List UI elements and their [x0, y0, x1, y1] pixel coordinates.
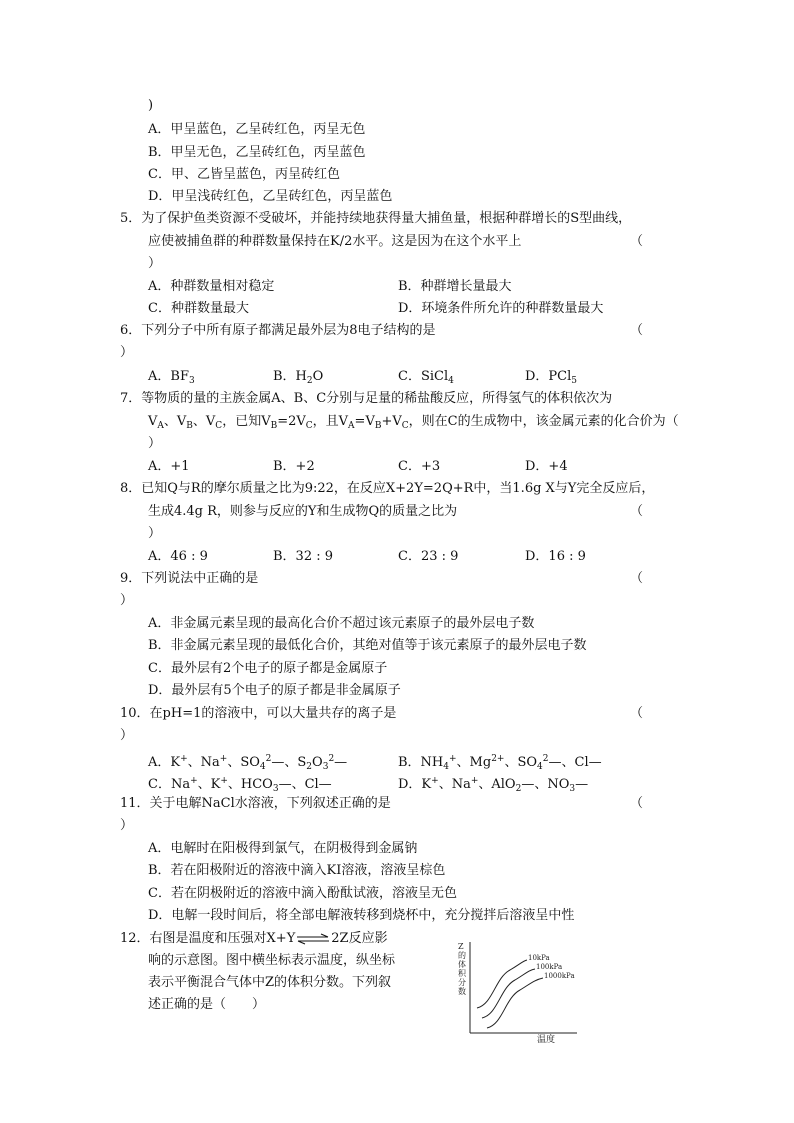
q6-option-b: B．$H_2O$ — [273, 369, 324, 386]
q10-paren-close: ） — [120, 728, 134, 743]
q5-option-b: B．种群增长量最大 — [398, 279, 512, 294]
q9-option-d: D．最外层有5个电子的原子都是非金属原子 — [148, 683, 401, 698]
equilibrium-arrow-icon — [295, 933, 331, 945]
q7-paren-close: ） — [148, 436, 162, 451]
curve-100kpa — [482, 969, 535, 1018]
q7-stem-line2: $V_A$、$V_B$、$V_C$，已知$V_B=2V_C$，且$V_A=V_B+V_C$，则在C的生成物中，该金属元素的化合价为（ — [148, 414, 679, 431]
q8-option-c: C．23 : 9 — [398, 549, 459, 564]
q4-option-b: B．甲呈无色，乙呈砖红色，丙呈蓝色 — [148, 145, 366, 160]
q6-stem: 6．下列分子中所有原子都满足最外层为8电子结构的是 — [120, 323, 436, 338]
q10-stem: 10．在pH=1的溶液中，可以大量共存的离子是 — [120, 706, 397, 721]
q4-option-c: C．甲、乙皆呈蓝色，丙呈砖红色 — [148, 167, 340, 182]
curve-1000kpa — [487, 978, 543, 1028]
q8-paren-open: （ — [630, 504, 644, 519]
q7-option-c: C．+3 — [398, 459, 441, 474]
q12-stem-line4: 述正确的是（ ） — [148, 997, 266, 1012]
q11-option-c: C．若在阴极附近的溶液中滴入酚酞试液，溶液呈无色 — [148, 886, 457, 901]
q12-stem-line2: 响的示意图。图中横坐标表示温度，纵坐标 — [148, 953, 396, 968]
q12-stem-line1: 12．右图是温度和压强对X+Y 2Z反应影 — [120, 931, 388, 946]
q5-stem-line1: 5．为了保护鱼类资源不受破坏，并能持续地获得量大捕鱼量，根据种群增长的S型曲线， — [120, 211, 632, 226]
q11-paren-close: ） — [120, 818, 134, 833]
q10-option-c: C．Na+、K+、$HCO_3—$、Cl— — [148, 776, 332, 794]
q9-stem: 9．下列说法中正确的是 — [120, 571, 259, 586]
q9-option-a: A．非金属元素呈现的最高化合价不超过该元素原子的最外层电子数 — [148, 616, 535, 631]
q11-paren-open: （ — [630, 796, 644, 811]
q6-paren-close: ） — [120, 345, 134, 360]
q10-option-b: B．$NH_4^+$、$Mg^{2+}$、$SO_4^2—$、Cl— — [398, 754, 602, 772]
q8-option-d: D．16 : 9 — [525, 549, 586, 564]
q4-option-d: D．甲呈浅砖红色，乙呈砖红色，丙呈蓝色 — [148, 189, 393, 204]
q5-paren-close: ） — [148, 256, 162, 271]
x-axis-label: 温度 — [537, 1035, 556, 1045]
q10-paren-open: （ — [630, 706, 644, 721]
q7-stem-line1: 7．等物质的量的主族金属A、B、C分别与足量的稀盐酸反应，所得氢气的体积依次为 — [120, 391, 613, 406]
q7-option-d: D．+4 — [525, 459, 568, 474]
q6-option-c: C．SiCl$_4$ — [398, 369, 454, 386]
q6-option-d: D．PCl$_5$ — [525, 369, 578, 386]
q8-option-a: A．46 : 9 — [148, 549, 208, 564]
q4-option-a: A．甲呈蓝色，乙呈砖红色，丙呈无色 — [148, 122, 366, 137]
q5-stem-line2: 应使被捕鱼群的种群数量保持在K/2水平。这是因为在这个水平上 — [148, 234, 522, 249]
q8-paren-close: ） — [148, 526, 162, 541]
curve-label-10kpa: 10kPa — [528, 954, 550, 962]
q12-stem-line3: 表示平衡混合气体中Z的体积分数。下列叙 — [148, 975, 392, 990]
q12-graph — [455, 938, 585, 1050]
q10-option-d: D．K+、Na+、AlO$_2$—、$NO_3—$ — [398, 776, 589, 794]
q8-stem-line2: 生成4.4g R，则参与反应的Y和生成物Q的质量之比为 — [148, 504, 458, 519]
q7-option-b: B．+2 — [273, 459, 315, 474]
curve-label-100kpa: 100kPa — [536, 963, 563, 971]
q10-option-a: A．K+、Na+、$SO_4^2—$、$S_2O_3^2—$ — [148, 754, 348, 772]
q11-option-d: D．电解一段时间后，将全部电解液转移到烧杯中，充分搅拌后溶液呈中性 — [148, 908, 575, 923]
curve-10kpa — [477, 960, 527, 1008]
q11-option-a: A．电解时在阳极得到氯气，在阴极得到金属钠 — [148, 841, 418, 856]
curve-label-1000kpa: 1000kPa — [544, 972, 575, 980]
q9-paren-close: ） — [120, 593, 134, 608]
q5-option-d: D．环境条件所允许的种群数量最大 — [398, 301, 604, 316]
q11-stem: 11．关于电解NaCl水溶液，下列叙述正确的是 — [120, 796, 391, 811]
q6-option-a: A．$BF_3$ — [148, 369, 195, 386]
q8-option-b: B．32 : 9 — [273, 549, 334, 564]
q9-option-b: B．非金属元素呈现的最低化合价，其绝对值等于该元素原子的最外层电子数 — [148, 638, 587, 653]
q6-paren-open: （ — [630, 323, 644, 338]
q9-option-c: C．最外层有2个电子的原子都是金属原子 — [148, 661, 388, 676]
q11-option-b: B．若在阳极附近的溶液中滴入KI溶液，溶液呈棕色 — [148, 863, 446, 878]
q5-paren-open: （ — [630, 234, 644, 249]
q4-paren-close: ) — [148, 98, 154, 113]
q8-stem-line1: 8．已知Q与R的摩尔质量之比为9:22，在反应X+2Y=2Q+R中，当1.6g X与Y完全反应后， — [120, 481, 655, 496]
q5-option-a: A．种群数量相对稳定 — [148, 279, 275, 294]
q9-paren-open: （ — [630, 571, 644, 586]
y-axis-label: Z的体积分数 — [458, 942, 466, 996]
q7-option-a: A．+1 — [148, 459, 190, 474]
q5-option-c: C．种群数量最大 — [148, 301, 249, 316]
